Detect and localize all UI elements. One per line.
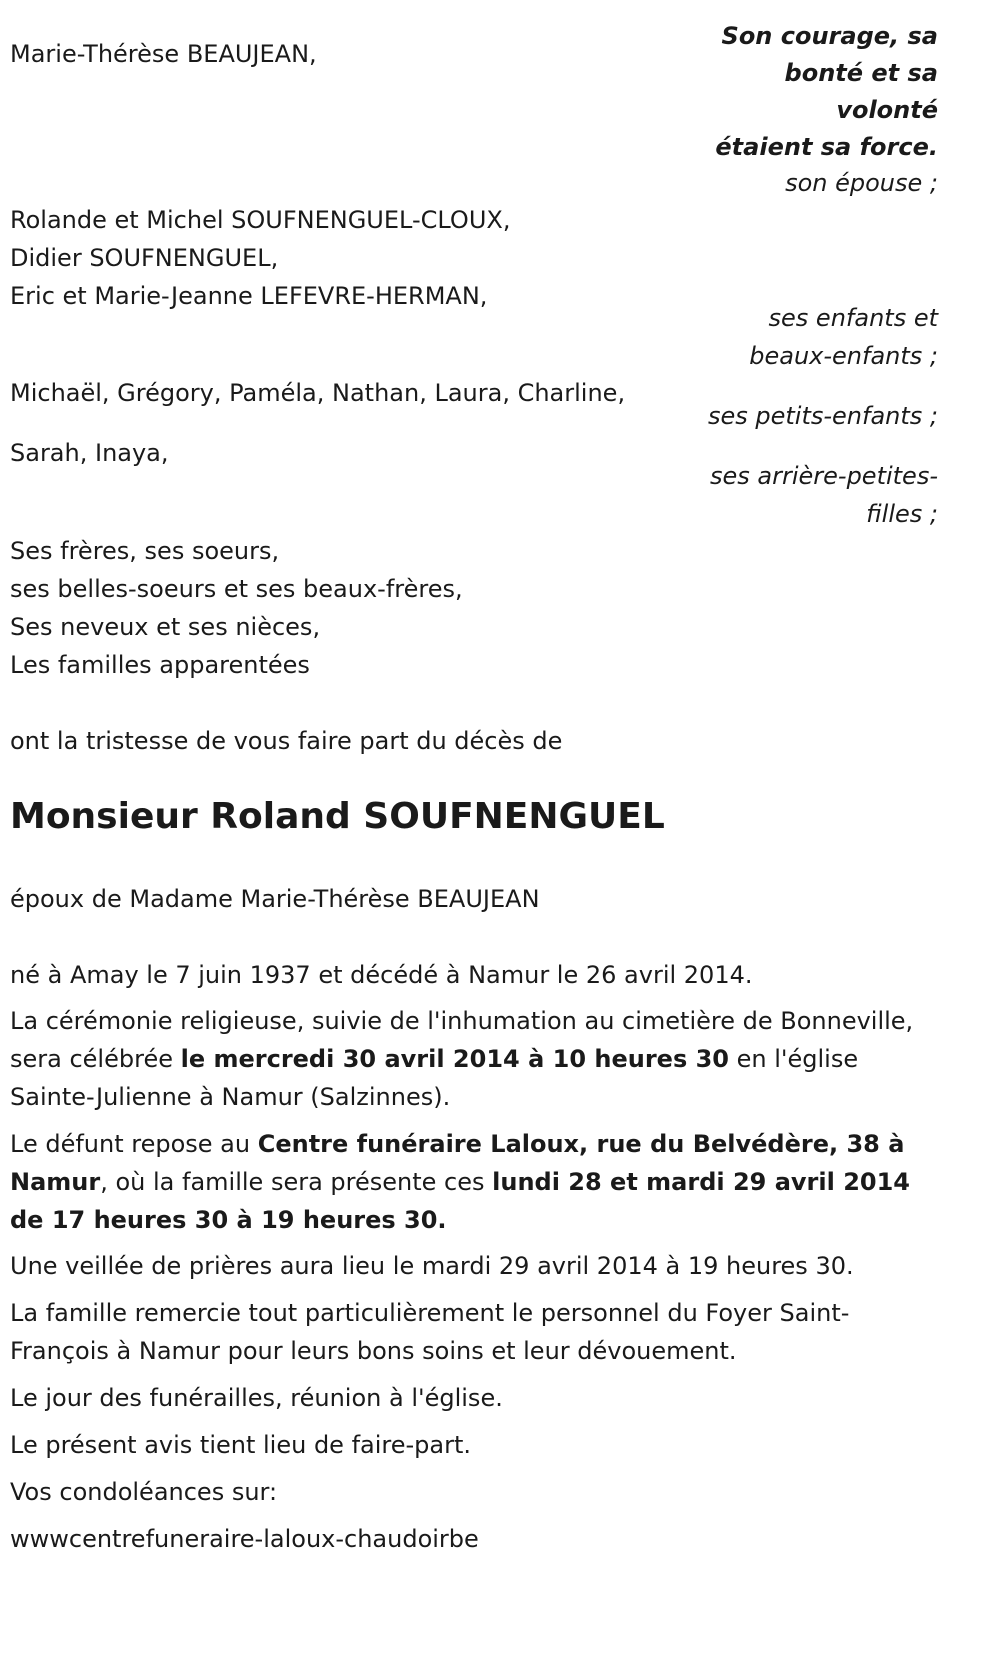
children-role	[749, 299, 938, 375]
ceremony-text: en l'église Sainte-Julienne à Namur (Salzinnes).	[10, 1045, 859, 1111]
great-grandchildren-role-line: ses arrière-petites-	[710, 462, 938, 490]
grandchildren-names: Michaël, Grégory, Paméla, Nathan, Laura, Charline,	[10, 379, 626, 407]
family-line: ses belles-soeurs et ses beaux-frères,	[10, 575, 463, 603]
condolences-label: Vos condoléances sur:	[10, 1478, 278, 1506]
quote-line: Son courage, sa	[721, 22, 938, 50]
children-role-line: beaux-enfants ;	[749, 342, 938, 370]
family-line: Ses neveux et ses nièces,	[10, 613, 321, 641]
grandchildren-role: ses petits-enfants ;	[707, 402, 938, 430]
repose-hours: lundi 28 et mardi 29 avril 2014 de 17 heures 30 à 19 heures 30.	[10, 1168, 910, 1234]
repose-text: , où la famille sera présente ces	[100, 1168, 493, 1196]
wife-role: son épouse ;	[785, 169, 938, 197]
notice: Le présent avis tient lieu de faire-part.	[10, 1431, 472, 1459]
great-grandchildren-role-line: filles ;	[866, 500, 938, 528]
quote-line: volonté	[836, 96, 938, 124]
great-grandchildren-role	[710, 457, 938, 533]
ceremony-date: le mercredi 30 avril 2014 à 10 heures 30	[180, 1045, 729, 1073]
family-line: Les familles apparentées	[10, 651, 310, 679]
deceased-name: Monsieur Roland SOUFNENGUEL	[10, 796, 665, 837]
children-names	[10, 201, 510, 315]
great-grandchildren-names: Sarah, Inaya,	[10, 439, 169, 467]
family-line: Ses frères, ses soeurs,	[10, 537, 280, 565]
quote-line: étaient sa force.	[715, 133, 938, 161]
vigil: Une veillée de prières aura lieu le mardi 29 avril 2014 à 19 heures 30.	[10, 1252, 854, 1280]
announcement: ont la tristesse de vous faire part du décès de	[10, 727, 563, 755]
ceremony-paragraph	[10, 1002, 945, 1116]
children-role-line: ses enfants et	[768, 304, 938, 332]
funeral-day: Le jour des funérailles, réunion à l'église.	[10, 1384, 503, 1412]
child-name: Didier SOUFNENGUEL,	[10, 244, 279, 272]
repose-text: Le défunt repose au	[10, 1130, 258, 1158]
quote-line: bonté et sa	[784, 59, 938, 87]
wife-name: Marie-Thérèse BEAUJEAN,	[10, 40, 317, 68]
spouse-of: époux de Madame Marie-Thérèse BEAUJEAN	[10, 885, 540, 913]
thanks-paragraph: La famille remercie tout particulièrement le personnel du Foyer Saint-François à Namur pour leurs bons soins et leur dévouement.	[10, 1299, 850, 1365]
quote-block	[715, 18, 938, 166]
family-list	[10, 532, 463, 684]
ceremony-text: La cérémonie religieuse, suivie de l'inhumation au cimetière de Bonneville, sera célébrée	[10, 1007, 914, 1073]
repose-location: Centre funéraire Laloux, rue du Belvédère, 38 à Namur	[10, 1130, 905, 1196]
child-name: Rolande et Michel SOUFNENGUEL-CLOUX,	[10, 206, 511, 234]
child-name: Eric et Marie-Jeanne LEFEVRE-HERMAN,	[10, 282, 488, 310]
repose-paragraph	[10, 1125, 945, 1239]
birth-death: né à Amay le 7 juin 1937 et décédé à Namur le 26 avril 2014.	[10, 961, 753, 989]
website-link[interactable]: wwwcentrefuneraire-laloux-chaudoirbe	[10, 1525, 479, 1553]
